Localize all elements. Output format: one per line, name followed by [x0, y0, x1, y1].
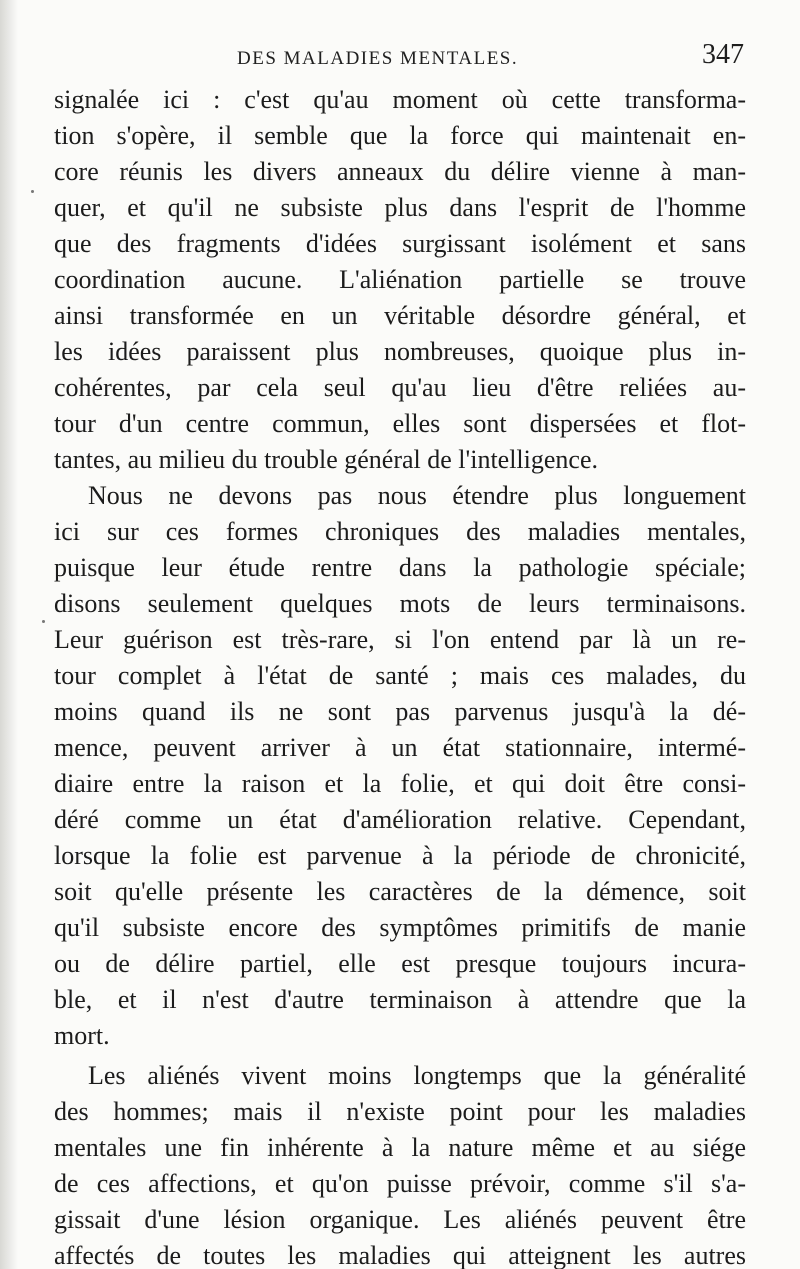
page-header	[54, 38, 746, 80]
text-line: ainsi transformée en un véritable désordre général, et	[54, 301, 746, 330]
text-line: lorsque la folie est parvenue à la période de chronicité,	[54, 841, 746, 870]
text-line: ou de délire partiel, elle est presque toujours incura-	[54, 949, 746, 978]
text-line: qu'il subsiste encore des symptômes primitifs de manie	[54, 913, 746, 942]
text-line: les idées paraissent plus nombreuses, quoique plus in-	[54, 337, 746, 366]
text-line: de ces affections, et qu'on puisse prévoir, comme s'il s'a-	[54, 1169, 746, 1198]
text-line: disons seulement quelques mots de leurs terminaisons.	[54, 589, 746, 618]
text-line: tour complet à l'état de santé ; mais ces malades, du	[54, 661, 746, 690]
running-head: DES MALADIES MENTALES.	[237, 48, 519, 69]
text-line: tantes, au milieu du trouble général de l'intelligence.	[54, 445, 598, 474]
text-line: signalée ici : c'est qu'au moment où cette transforma-	[54, 85, 746, 114]
body-text	[54, 82, 746, 1269]
text-line: diaire entre la raison et la folie, et qui doit être consi-	[54, 769, 746, 798]
text-line: affectés de toutes les maladies qui atteignent les autres	[54, 1241, 746, 1269]
text-line: tion s'opère, il semble que la force qui maintenait en-	[54, 121, 746, 150]
paragraph-start-line: Les aliénés vivent moins longtemps que la généralité	[88, 1061, 746, 1090]
text-line: mort.	[54, 1021, 110, 1050]
ink-speck	[42, 620, 45, 623]
text-line: déré comme un état d'amélioration relative. Cependant,	[54, 805, 746, 834]
text-line: cohérentes, par cela seul qu'au lieu d'être reliées au-	[54, 373, 746, 402]
text-line: mentales une fin inhérente à la nature même et au siége	[54, 1133, 746, 1162]
text-line: Leur guérison est très-rare, si l'on entend par là un re-	[54, 625, 746, 654]
text-line: tour d'un centre commun, elles sont dispersées et flot-	[54, 409, 746, 438]
text-line: gissait d'une lésion organique. Les aliénés peuvent être	[54, 1205, 746, 1234]
text-line: des hommes; mais il n'existe point pour les maladies	[54, 1097, 746, 1126]
text-line: quer, et qu'il ne subsiste plus dans l'esprit de l'homme	[54, 193, 746, 222]
text-line: ici sur ces formes chroniques des maladies mentales,	[54, 517, 746, 546]
text-line: moins quand ils ne sont pas parvenus jusqu'à la dé-	[54, 697, 746, 726]
text-line: ble, et il n'est d'autre terminaison à attendre que la	[54, 985, 746, 1014]
text-line: soit qu'elle présente les caractères de la démence, soit	[54, 877, 746, 906]
text-line: coordination aucune. L'aliénation partielle se trouve	[54, 265, 746, 294]
text-line: mence, peuvent arriver à un état stationnaire, intermé-	[54, 733, 746, 762]
ink-speck	[31, 190, 34, 193]
page-gutter-shadow	[0, 0, 18, 1269]
text-line: que des fragments d'idées surgissant isolément et sans	[54, 229, 746, 258]
text-line: core réunis les divers anneaux du délire vienne à man-	[54, 157, 746, 186]
text-line: puisque leur étude rentre dans la pathologie spéciale;	[54, 553, 746, 582]
paragraph-start-line: Nous ne devons pas nous étendre plus longuement	[88, 481, 746, 510]
page-number: 347	[702, 39, 744, 70]
